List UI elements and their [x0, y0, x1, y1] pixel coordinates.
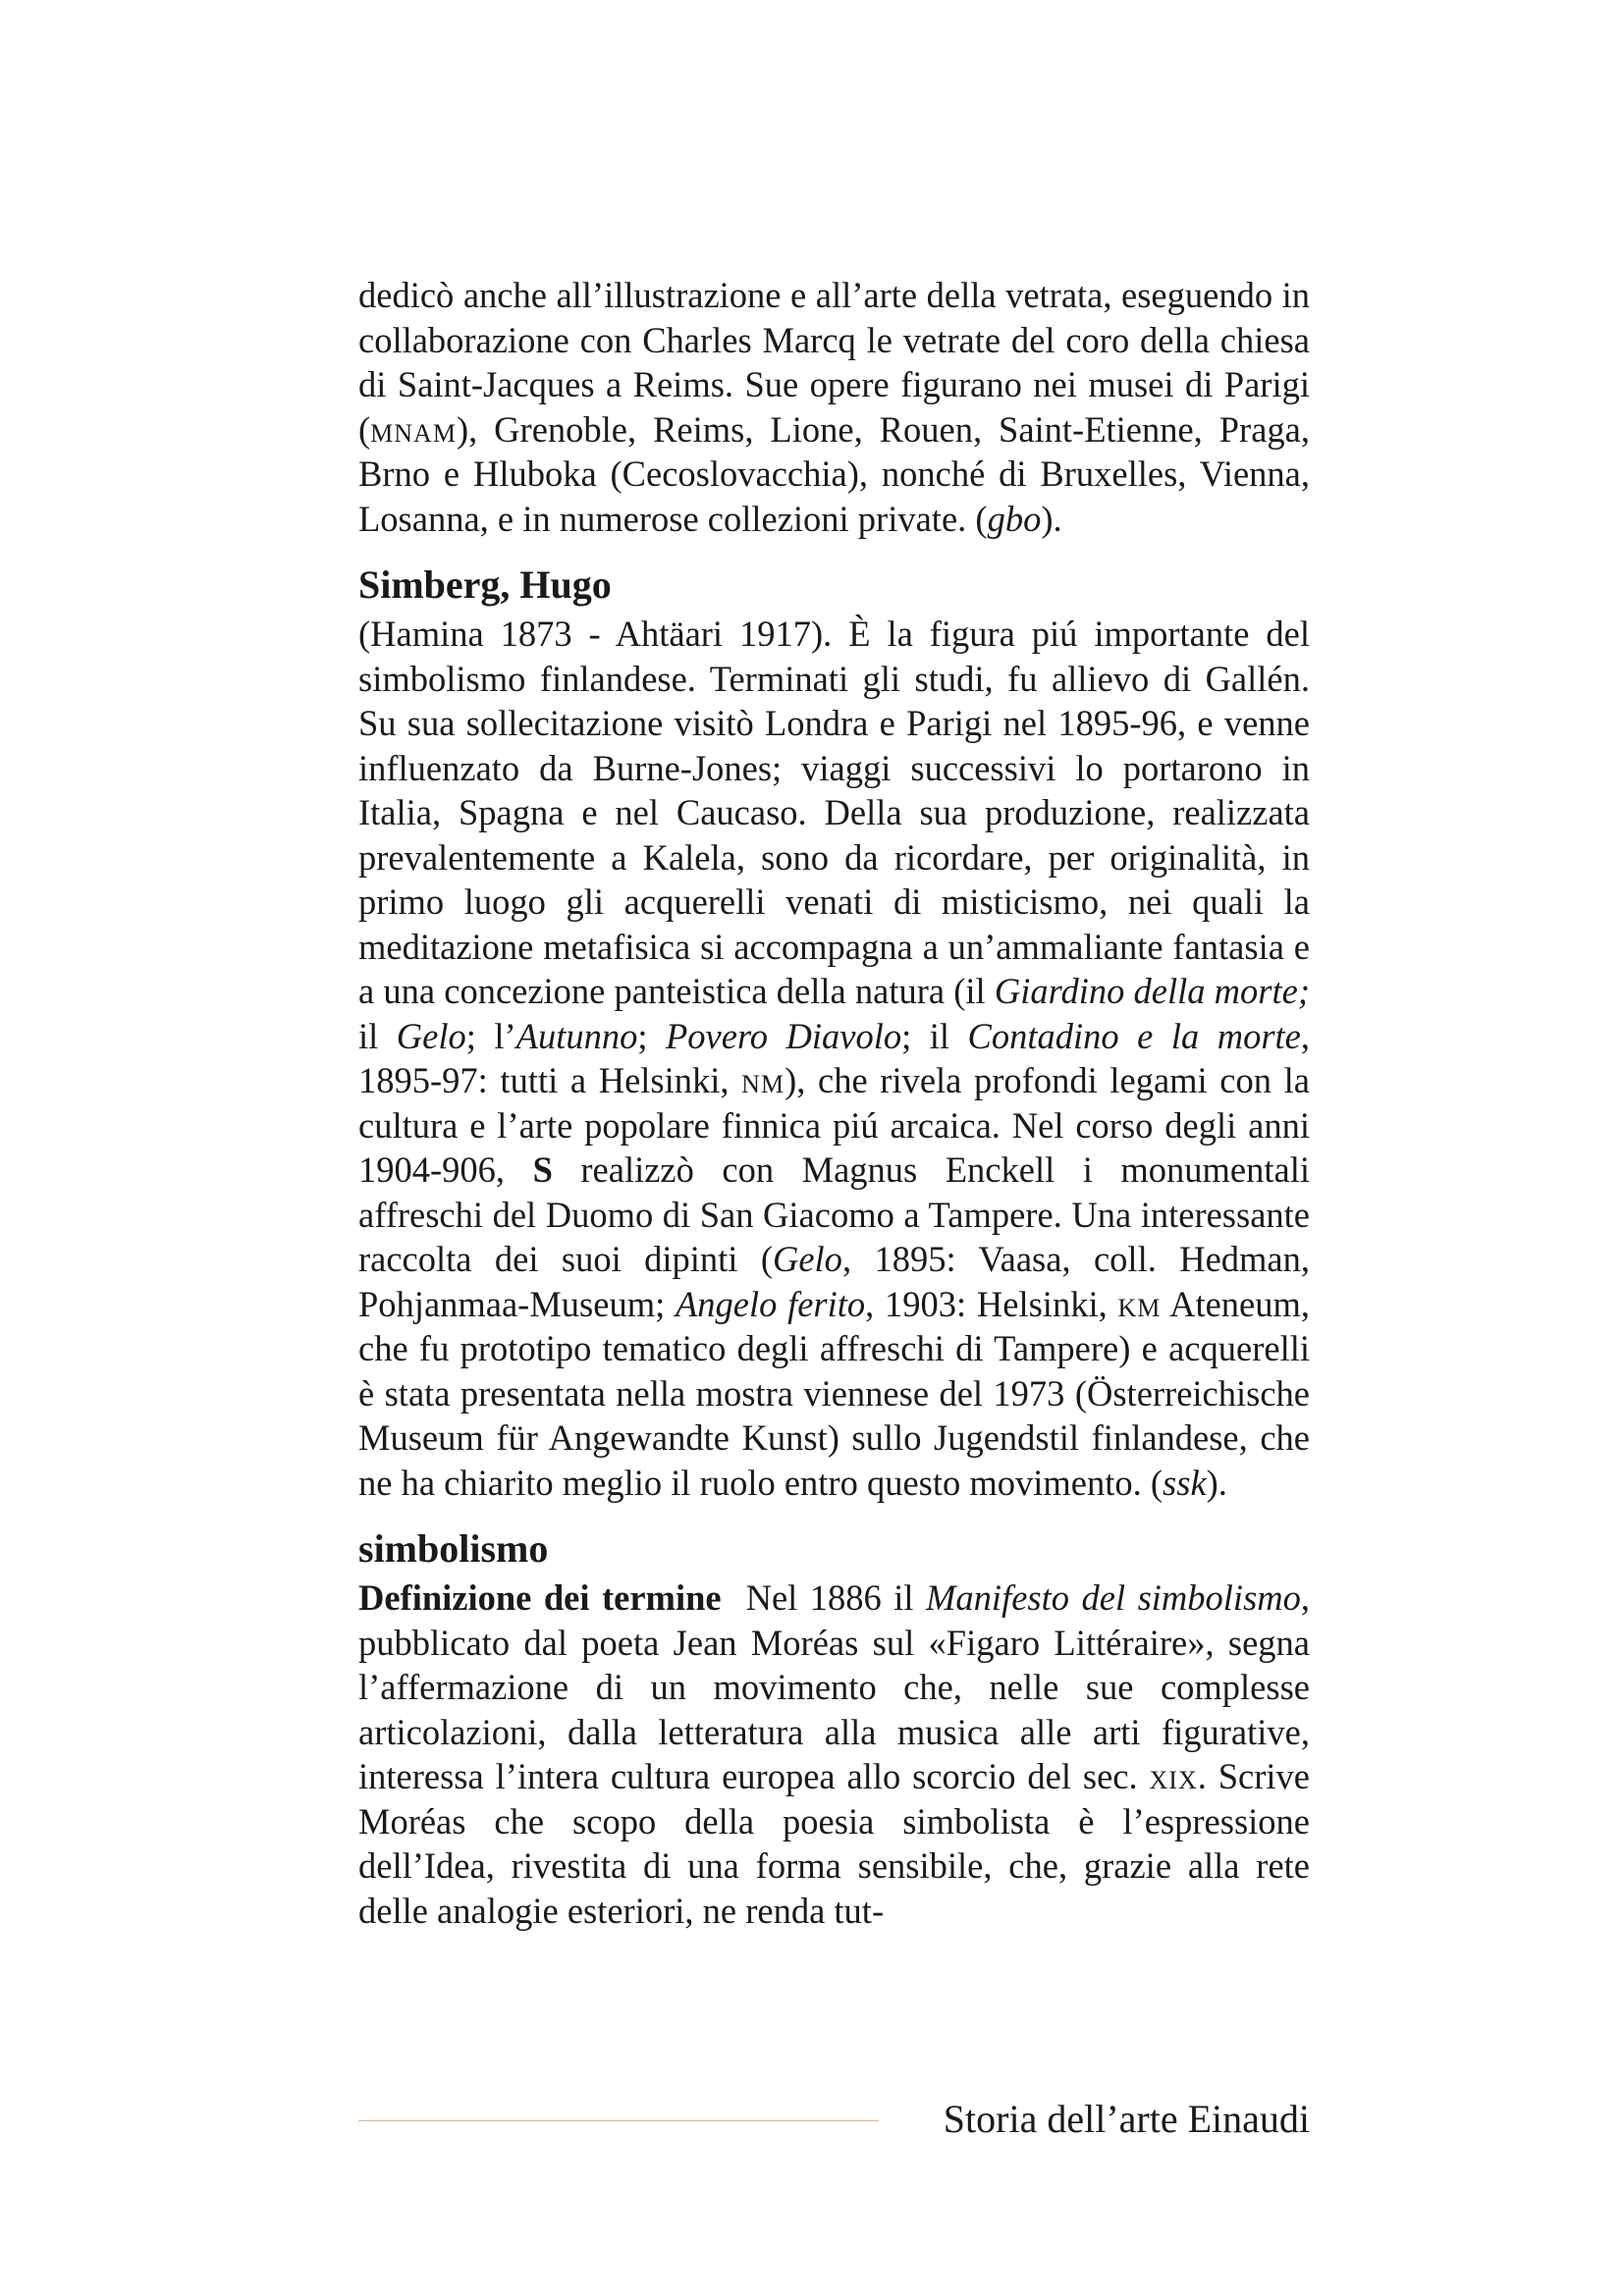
- text: Ateneum, che fu prototipo tematico degli affreschi di Tampere) e acquerelli è stata presentata nella mostra viennese del 1973 (Österreichische Museum für Angewandte Kunst) sullo Jugendstil finlandese, che ne ha chiarito meglio il ruolo entro questo movimento. (: [358, 1283, 1310, 1503]
- page-footer: [358, 2095, 1310, 2144]
- text: ; il: [901, 1015, 968, 1056]
- artwork-title: Gelo: [396, 1015, 466, 1056]
- section-lead: Definizione dei termine: [358, 1577, 722, 1618]
- text: , 1903: Helsinki,: [865, 1283, 1118, 1324]
- artwork-title: Autunno: [515, 1015, 638, 1056]
- text: , pubblicato dal poeta Jean Moréas sul «Figaro Littéraire», segna l’affermazione di un movimento che, nelle sue complesse articolazioni, dalla letteratura alla musica alle arti figurative, interessa l’intera cultura europea allo scorcio del sec.: [358, 1577, 1311, 1796]
- page-body: [358, 273, 1310, 1933]
- artwork-title: Giardino della morte;: [994, 971, 1310, 1011]
- text: realizzò con Magnus Enckell i monumentali affreschi del Duomo di San Giacomo a Tampere. Una interessante raccolta dei suoi dipinti (: [358, 1149, 1311, 1279]
- text: ).: [1041, 498, 1062, 539]
- footer-text: Storia dell’arte Einaudi: [943, 2097, 1310, 2141]
- artwork-title: Povero Diavolo: [666, 1015, 902, 1056]
- abbreviation: xix: [1149, 1756, 1198, 1796]
- simberg-paragraph: [358, 612, 1310, 1505]
- entry-heading-simberg: Simberg, Hugo: [358, 562, 612, 607]
- artwork-title: Gelo: [772, 1239, 842, 1279]
- text: , 1895-97: tutti a Helsinki,: [358, 1015, 1311, 1100]
- author-initials: gbo: [987, 498, 1042, 539]
- text: il: [358, 1015, 397, 1056]
- text: . Scrive Moréas che scopo della poesia simbolista è l’espressione dell’Idea, rivestita di una forma sensibile, che, grazie alla rete delle analogie esteriori, ne renda tut-: [358, 1756, 1310, 1931]
- abbreviation: km: [1117, 1283, 1162, 1324]
- text: Nel 1886 il: [721, 1577, 927, 1618]
- footer-rule: [358, 2120, 879, 2121]
- artwork-title: Angelo ferito: [675, 1283, 866, 1324]
- work-title: Manifesto del simbolismo: [926, 1577, 1301, 1618]
- author-initials: ssk: [1163, 1462, 1207, 1503]
- text: , 1895: Vaasa, coll. Hedman, Pohjanmaa-Museum;: [358, 1239, 1310, 1324]
- text: ).: [1206, 1462, 1227, 1503]
- text: ), Grenoble, Reims, Lione, Rouen, Saint-Etienne, Praga, Brno e Hluboka (Cecoslovacchia), nonché di Bruxelles, Vienna, Losanna, e in numerose collezioni private. (: [358, 408, 1310, 539]
- artwork-title: Contadino e la morte: [967, 1015, 1301, 1056]
- abbreviation: mnam: [370, 408, 457, 450]
- text: ), che rivela profondi legami con la cultura e l’arte popolare finnica piú arcaica. Nel corso degli anni 1904-906,: [358, 1060, 1310, 1190]
- text: ;: [637, 1015, 666, 1056]
- continued-paragraph: [358, 273, 1310, 541]
- text: dedicò anche all’illustrazione e all’arte della vetrata, eseguendo in collaborazione con Charles Marcq le vetrate del coro della chiesa di Saint-Jacques a Reims. Sue opere figurano nei musei di Parigi (: [358, 275, 1310, 450]
- entry-heading-simbolismo: simbolismo: [358, 1526, 549, 1571]
- simbolismo-paragraph: [358, 1575, 1310, 1933]
- text: ; l’: [465, 1015, 516, 1056]
- text: (Hamina 1873 - Ahtäari 1917). È la figura piú importante del simbolismo finlandese. Terminati gli studi, fu allievo di Gallén. Su sua sollecitazione visitò Londra e Parigi nel 1895-96, e venne influenzato da Burne-Jones; viaggi successivi lo portarono in Italia, Spagna e nel Caucaso. Della sua produzione, realizzata prevalentemente a Kalela, sono da ricordare, per originalità, in primo luogo gli acquerelli venati di misticismo, nei quali la meditazione metafisica si accompagna a un’ammaliante fantasia e a una concezione panteistica della natura (il: [358, 614, 1310, 1011]
- entry-abbreviation: S: [532, 1149, 553, 1190]
- abbreviation: nm: [741, 1060, 785, 1100]
